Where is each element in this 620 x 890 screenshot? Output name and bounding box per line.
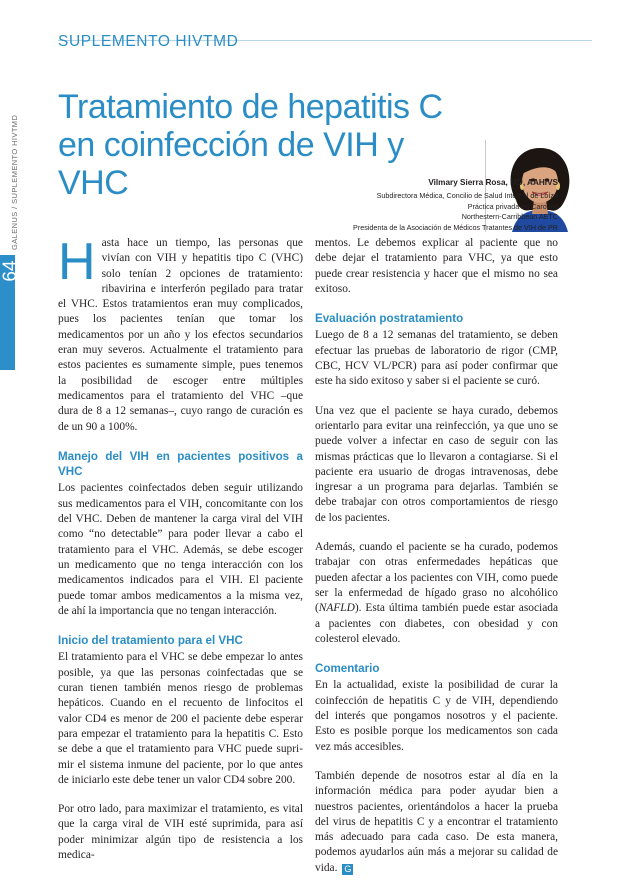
paragraph-inicio-3: mentos. Le debemos explicar al paciente que no debe dejar el tratamiento para VHC, ya que esto puede crear resistencia y hacer que el mismo no sea exitoso. (315, 237, 558, 295)
article-title: Tratamiento de hepatitis C en coinfección de VIH y VHC (58, 88, 443, 202)
column-left (58, 233, 303, 877)
paragraph-inicio-2: Por otro lado, para maximizar el tratamiento, es vital que la carga viral de VIH esté suprimida, para así poder minimizar algún tipo de resistencia a los medica- (58, 803, 303, 861)
page-number: 64 (0, 260, 21, 282)
paragraph-manejo: Los pacientes coinfectados deben seguir utilizando sus medicamentos para el VIH, concomitante con los del VHC. Deben de mantener la carga viral del VIH como “no detectable” para poder llevar a cabo el tratamiento para el VHC. Además, se debe escoger un medicamento que no tenga interacción con los medicamentos indicados para el VIH. El paciente puede tomar ambos medicamentos a la misma vez, de ahí la importancia que no tengan interacción. (58, 482, 303, 617)
author-name: Vilmary Sierra Rosa, MD, AAHIVS (428, 178, 558, 187)
paragraph-evaluacion-2: Una vez que el paciente se haya curado, debemos orientarlo para evitar una reinfección, ya que uno se puede volver a infectar en caso de seguir con las mismas prácticas que lo llevaron a contagiarse. Si el paciente era usuario de drogas intravenosas, debe ingresar a un programa para dejarlas. También se debe trabajar con otros comportamientos de riesgo de los pacientes. (315, 404, 558, 524)
end-mark-icon: G (344, 863, 352, 874)
nafld-term: NAFLD (318, 602, 355, 615)
intro-text: asta hace un tiempo, las personas que vivían con VIH y hepatitis tipo C (VHC) solo tenían 2 opciones de tratamiento: ribavirina e interferón pegilado para tratar el VHC. Estos tratamientos eran muy complicados, pues los pacientes tenían que tomar los medicamentos por un año y los efectos secundarios eran muy severos. Actualmente el tratamiento para estos pacientes es sumamente simple, pues tenemos la posibilidad de escoger entre múltiples medicamentos para el tratamiento del VHC –que dura de 8 a 12 semanas–, cuyo rango de curación es de un 90 a 100%. (58, 237, 303, 433)
drop-cap: H (58, 233, 96, 291)
heading-manejo: Manejo del VIH en pacientes positivos a VHC (58, 449, 303, 479)
column-right (315, 236, 558, 890)
author-block (218, 178, 558, 233)
heading-inicio: Inicio del tratamiento para el VHC (58, 634, 243, 648)
evaluacion-text-after: ). Esta última también puede estar asociada a pacientes con diabetes, con obesidad y con colesterol elevado. (315, 602, 558, 645)
heading-evaluacion: Evaluación postratamiento (315, 312, 464, 326)
evaluacion-text-before: Además, cuando el paciente se ha curado, podemos trabajar con otras enfermedades hepáticas que pueden afectar a los pacientes con VIH, como puede ser la enfermedad de hígado graso no alcohólico ( (315, 541, 558, 615)
paragraph-inicio-1: El tratamiento para el VHC se debe empezar lo antes posible, ya que las personas coinfectadas que se curan tienen también menos riesgo de problemas hepáticos. Cuando en el recuento de linfocitos el valor CD4 es menor de 200 el paciente debe esperar para empezar el tratamiento para la hepatitis C. Esto se debe a que el tratamiento para VHC puede supri-mir el sistema inmune del paciente, por lo que antes de iniciarlo este debe tener un valor CD4 sobre 200. (58, 651, 303, 786)
intro-paragraph (58, 233, 303, 435)
section-label: SUPLEMENTO HIVTMD (58, 33, 239, 50)
paragraph-comentario-1: En la actualidad, existe la posibilidad de curar la coinfección de hepatitis C y de VIH, dependiendo del interés que pongamos nosotros y el paciente. Esto es posible porque los medicamentos son cada vez más accesibles. (315, 679, 558, 753)
heading-comentario: Comentario (315, 662, 380, 676)
author-affiliation: Subdirectora Médica, Concilio de Salud Integral de Loíza (376, 191, 558, 200)
paragraph-evaluacion-3 (315, 540, 558, 647)
paragraph-evaluacion-1: Luego de 8 a 12 semanas del tratamiento, se deben efectuar las pruebas de laboratorio de rigor (CMP, CBC, HCV VL/PCR) para así poder confirmar que este ha sido exitoso y saber si el paciente se curó. (315, 329, 558, 388)
author-affiliation: Práctica privada en Carolina (467, 201, 558, 211)
comentario-text: También depende de nosotros estar al día en la información médica para poder ayudar bien a nuestros pacientes, orientándolos a hacer la prueba del virus de hepatitis C y a encontrar el tratamiento más adecuado para cada caso. De esta manera, podemos ayudarlos aún más a mejorar su calidad de vida. (315, 769, 558, 874)
side-caption: GALENUS / SUPLEMENTO HIVTMD (10, 114, 19, 250)
author-affiliation: Presidenta de la Asociación de Médicos Tratantes de VIH de PR (353, 222, 558, 232)
paragraph-comentario-2 (315, 769, 558, 876)
author-affiliation: Northestern-Carribbean AETC (461, 212, 558, 221)
